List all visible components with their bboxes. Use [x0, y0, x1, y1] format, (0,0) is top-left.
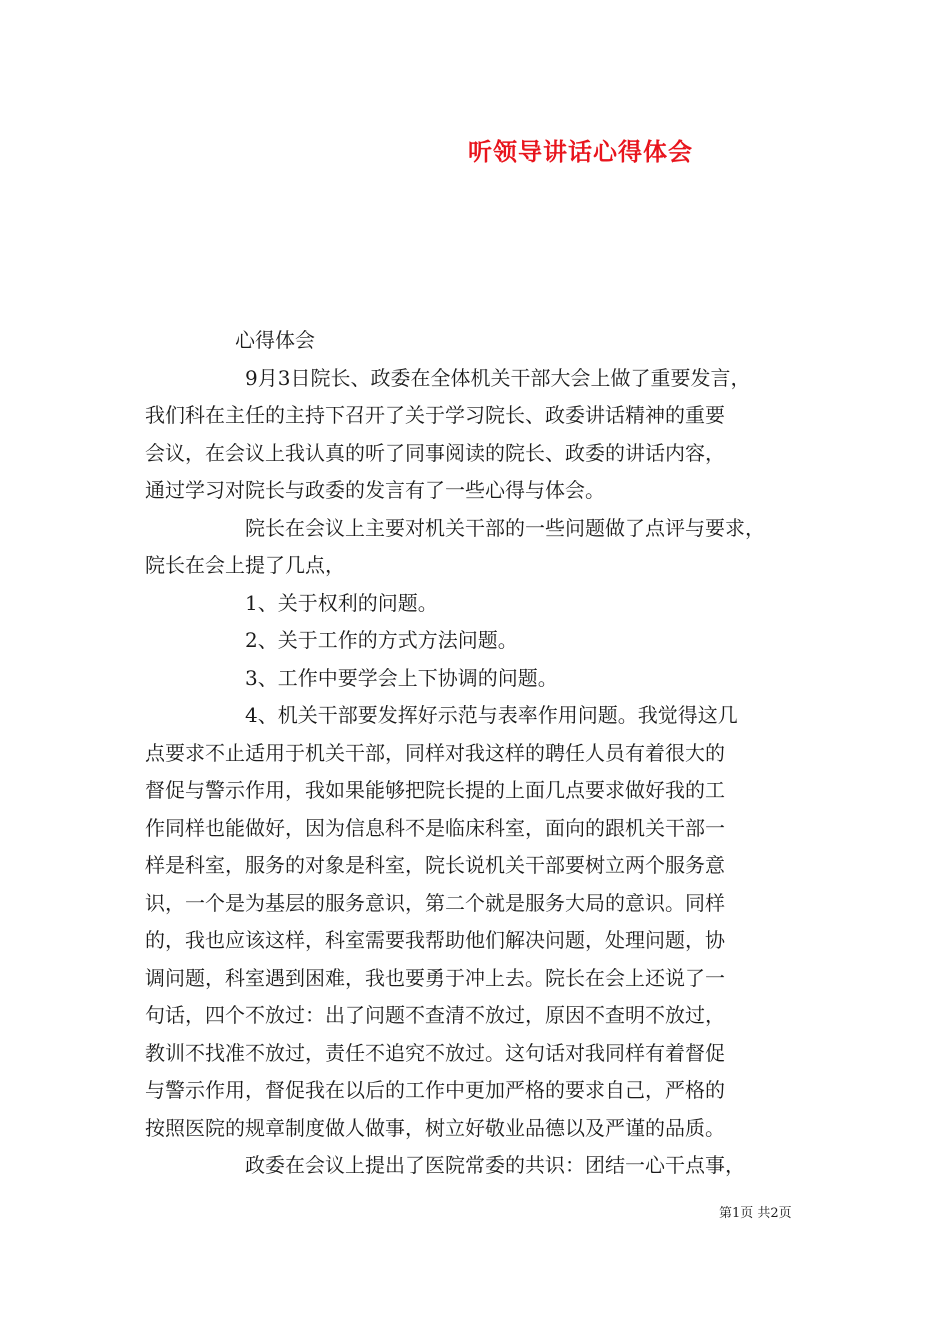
paragraph-line: 我们科在主任的主持下召开了关于学习院长、政委讲话精神的重要 [145, 403, 725, 427]
page-number: 第1页 共2页 [719, 1206, 792, 1221]
paragraph-line: 政委在会议上提出了医院常委的共识：团结一心干点事， [245, 1153, 745, 1177]
list-item: 2、关于工作的方式方法问题。 [245, 628, 518, 652]
paragraph-line: 样是科室，服务的对象是科室，院长说机关干部要树立两个服务意 [145, 853, 725, 877]
paragraph-line: 识，一个是为基层的服务意识，第二个就是服务大局的意识。同样 [145, 890, 725, 915]
paragraph-line: 会议，在会议上我认真的听了同事阅读的院长、政委的讲话内容， [145, 440, 725, 465]
list-item: 3、工作中要学会上下协调的问题。 [245, 665, 558, 690]
paragraph-line: 作同样也能做好，因为信息科不是临床科室，面向的跟机关干部一 [145, 815, 725, 840]
paragraph-line: 教训不找准不放过，责任不追究不放过。这句话对我同样有着督促 [145, 1040, 725, 1065]
paragraph-line: 的，我也应该这样，科室需要我帮助他们解决问题，处理问题，协 [145, 928, 725, 952]
paragraph-line: 按照医院的规章制度做人做事，树立好敬业品德以及严谨的品质。 [145, 1115, 725, 1140]
paragraph-line: 9月3日院长、政委在全体机关干部大会上做了重要发言， [245, 365, 751, 390]
paragraph-line: 通过学习对院长与政委的发言有了一些心得与体会。 [145, 478, 605, 502]
paragraph-line: 督促与警示作用，我如果能够把院长提的上面几点要求做好我的工 [145, 778, 725, 802]
paragraph-line: 调问题，科室遇到困难，我也要勇于冲上去。院长在会上还说了一 [145, 965, 725, 990]
section-heading: 心得体会 [235, 328, 315, 352]
list-item: 4、机关干部要发挥好示范与表率作用问题。我觉得这几 [245, 703, 738, 727]
paragraph-line: 院长在会议上主要对机关干部的一些问题做了点评与要求， [245, 515, 765, 540]
paragraph-line: 与警示作用，督促我在以后的工作中更加严格的要求自己，严格的 [145, 1078, 725, 1102]
document-title: 听领导讲话心得体会 [468, 137, 693, 166]
paragraph-line: 点要求不止适用于机关干部，同样对我这样的聘任人员有着很大的 [145, 740, 725, 765]
paragraph-line: 句话，四个不放过：出了问题不查清不放过，原因不查明不放过， [145, 1003, 725, 1027]
paragraph-line: 院长在会上提了几点， [145, 553, 345, 577]
document-body [145, 322, 813, 1185]
list-item: 1、关于权利的问题。 [245, 590, 438, 615]
